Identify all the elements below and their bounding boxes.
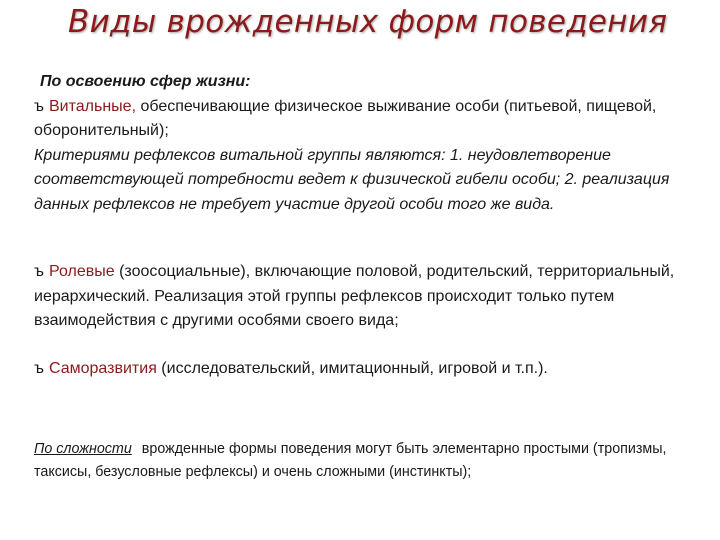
list-item-vital [34,95,714,144]
bullet-marker: ъ [34,360,44,377]
complexity-label: По сложности [34,441,132,457]
role-description: (зоосоциальные), включающие половой, родительский, территориальный, иерархический. Реализация этой группы рефлексов происходит только путем взаимодействия с другими особями своего вида; [34,263,675,329]
list-item-role [34,260,714,334]
complexity-section [34,438,714,484]
bullet-marker: ъ [34,263,44,280]
vital-description: обеспечивающие физическое выживание особи (питьевой, пищевой, оборонительный); [34,97,657,139]
complexity-text: врожденные формы поведения могут быть элементарно простыми (тропизмы, таксисы, безусловные рефлексы) и очень сложными (инстинкты); [34,441,667,480]
slide-title: Виды врожденных форм поведения [68,4,668,40]
self-development-description: (исследовательский, имитационный, игровой и т.п.). [156,360,548,377]
term-role: Ролевые [49,263,115,280]
vital-criteria: Критериями рефлексов витальной группы являются: 1. неудовлетворение соответствующей потребности ведет к физической гибели особи; 2. реализация данных рефлексов не требует участие другой особи того же вида. [34,146,670,213]
bullet-marker: ъ [34,97,44,115]
term-self-development: Саморазвития [49,360,157,377]
section-heading: По освоению сфер жизни: [40,73,251,90]
maturity-section [34,70,714,217]
term-vital: Витальные, [49,97,137,115]
list-item-self-development [34,357,714,382]
